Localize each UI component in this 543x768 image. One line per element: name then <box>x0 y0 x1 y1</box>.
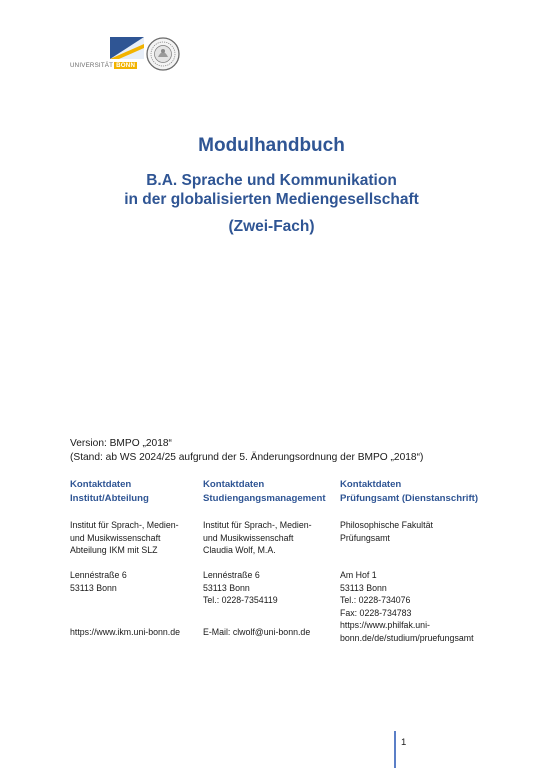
contact-phone: Tel.: 0228-7354119 <box>203 595 278 605</box>
document-title: Modulhandbuch <box>198 135 345 156</box>
contact-heading: Kontaktdaten <box>70 479 132 490</box>
contact-heading: Kontaktdaten <box>203 479 265 490</box>
contact-column-exam-office <box>340 478 490 643</box>
exam-office-website-link-continued[interactable]: bonn.de/de/studium/pruefungsamt <box>340 632 474 643</box>
contact-column-program-management <box>203 478 333 637</box>
contact-institution: Institut für Sprach-, Medien- und Musikwissenschaft Abteilung IKM mit SLZ <box>70 520 179 555</box>
exam-office-website-link[interactable]: https://www.philfak.uni- <box>340 620 430 630</box>
institute-website-link[interactable]: https://www.ikm.uni-bonn.de <box>70 627 181 637</box>
contact-institution: Philosophische Fakultät Prüfungsamt <box>340 520 433 543</box>
university-logo-text: UNIVERSITÄT BONN <box>70 62 136 69</box>
version-status-line: (Stand: ab WS 2024/25 aufgrund der 5. Änderungsordnung der BMPO „2018“) <box>70 452 424 463</box>
contact-heading: Kontaktdaten <box>340 479 402 490</box>
contact-column-institute <box>70 478 198 637</box>
contact-phone: Tel.: 0228-734076 <box>340 595 411 605</box>
contact-address: Lennéstraße 6 53113 Bonn <box>70 570 127 593</box>
version-line: Version: BMPO „2018“ <box>70 438 172 449</box>
university-seal-icon <box>146 37 180 71</box>
page-number-divider <box>394 731 396 768</box>
university-logo-mark-icon <box>110 37 144 59</box>
program-variant: (Zwei-Fach) <box>228 218 315 235</box>
contact-fax: Fax: 0228-734783 <box>340 607 412 618</box>
contact-institution: Institut für Sprach-, Medien- und Musikwissenschaft Claudia Wolf, M.A. <box>203 520 312 555</box>
contact-email-link[interactable]: E-Mail: clwolf@uni-bonn.de <box>203 627 311 637</box>
contact-subheading: Institut/Abteilung <box>70 493 149 504</box>
contact-subheading: Prüfungsamt (Dienstanschrift) <box>340 493 479 504</box>
version-info <box>70 437 423 465</box>
contact-address: Lennéstraße 6 53113 Bonn Tel.: 0228-7354119 <box>203 570 278 605</box>
program-name-line2: in der globalisierten Mediengesellschaft <box>124 191 419 208</box>
page-number: 1 <box>401 737 407 748</box>
program-name-line1: B.A. Sprache und Kommunikation <box>146 172 397 189</box>
contact-address: Am Hof 1 53113 Bonn Tel.: 0228-734076 Fax: 0228-734783 https://www.philfak.uni- bonn.de/de/studium/pruefungsamt <box>340 570 474 643</box>
contact-subheading: Studiengangsmanagement <box>203 493 326 504</box>
